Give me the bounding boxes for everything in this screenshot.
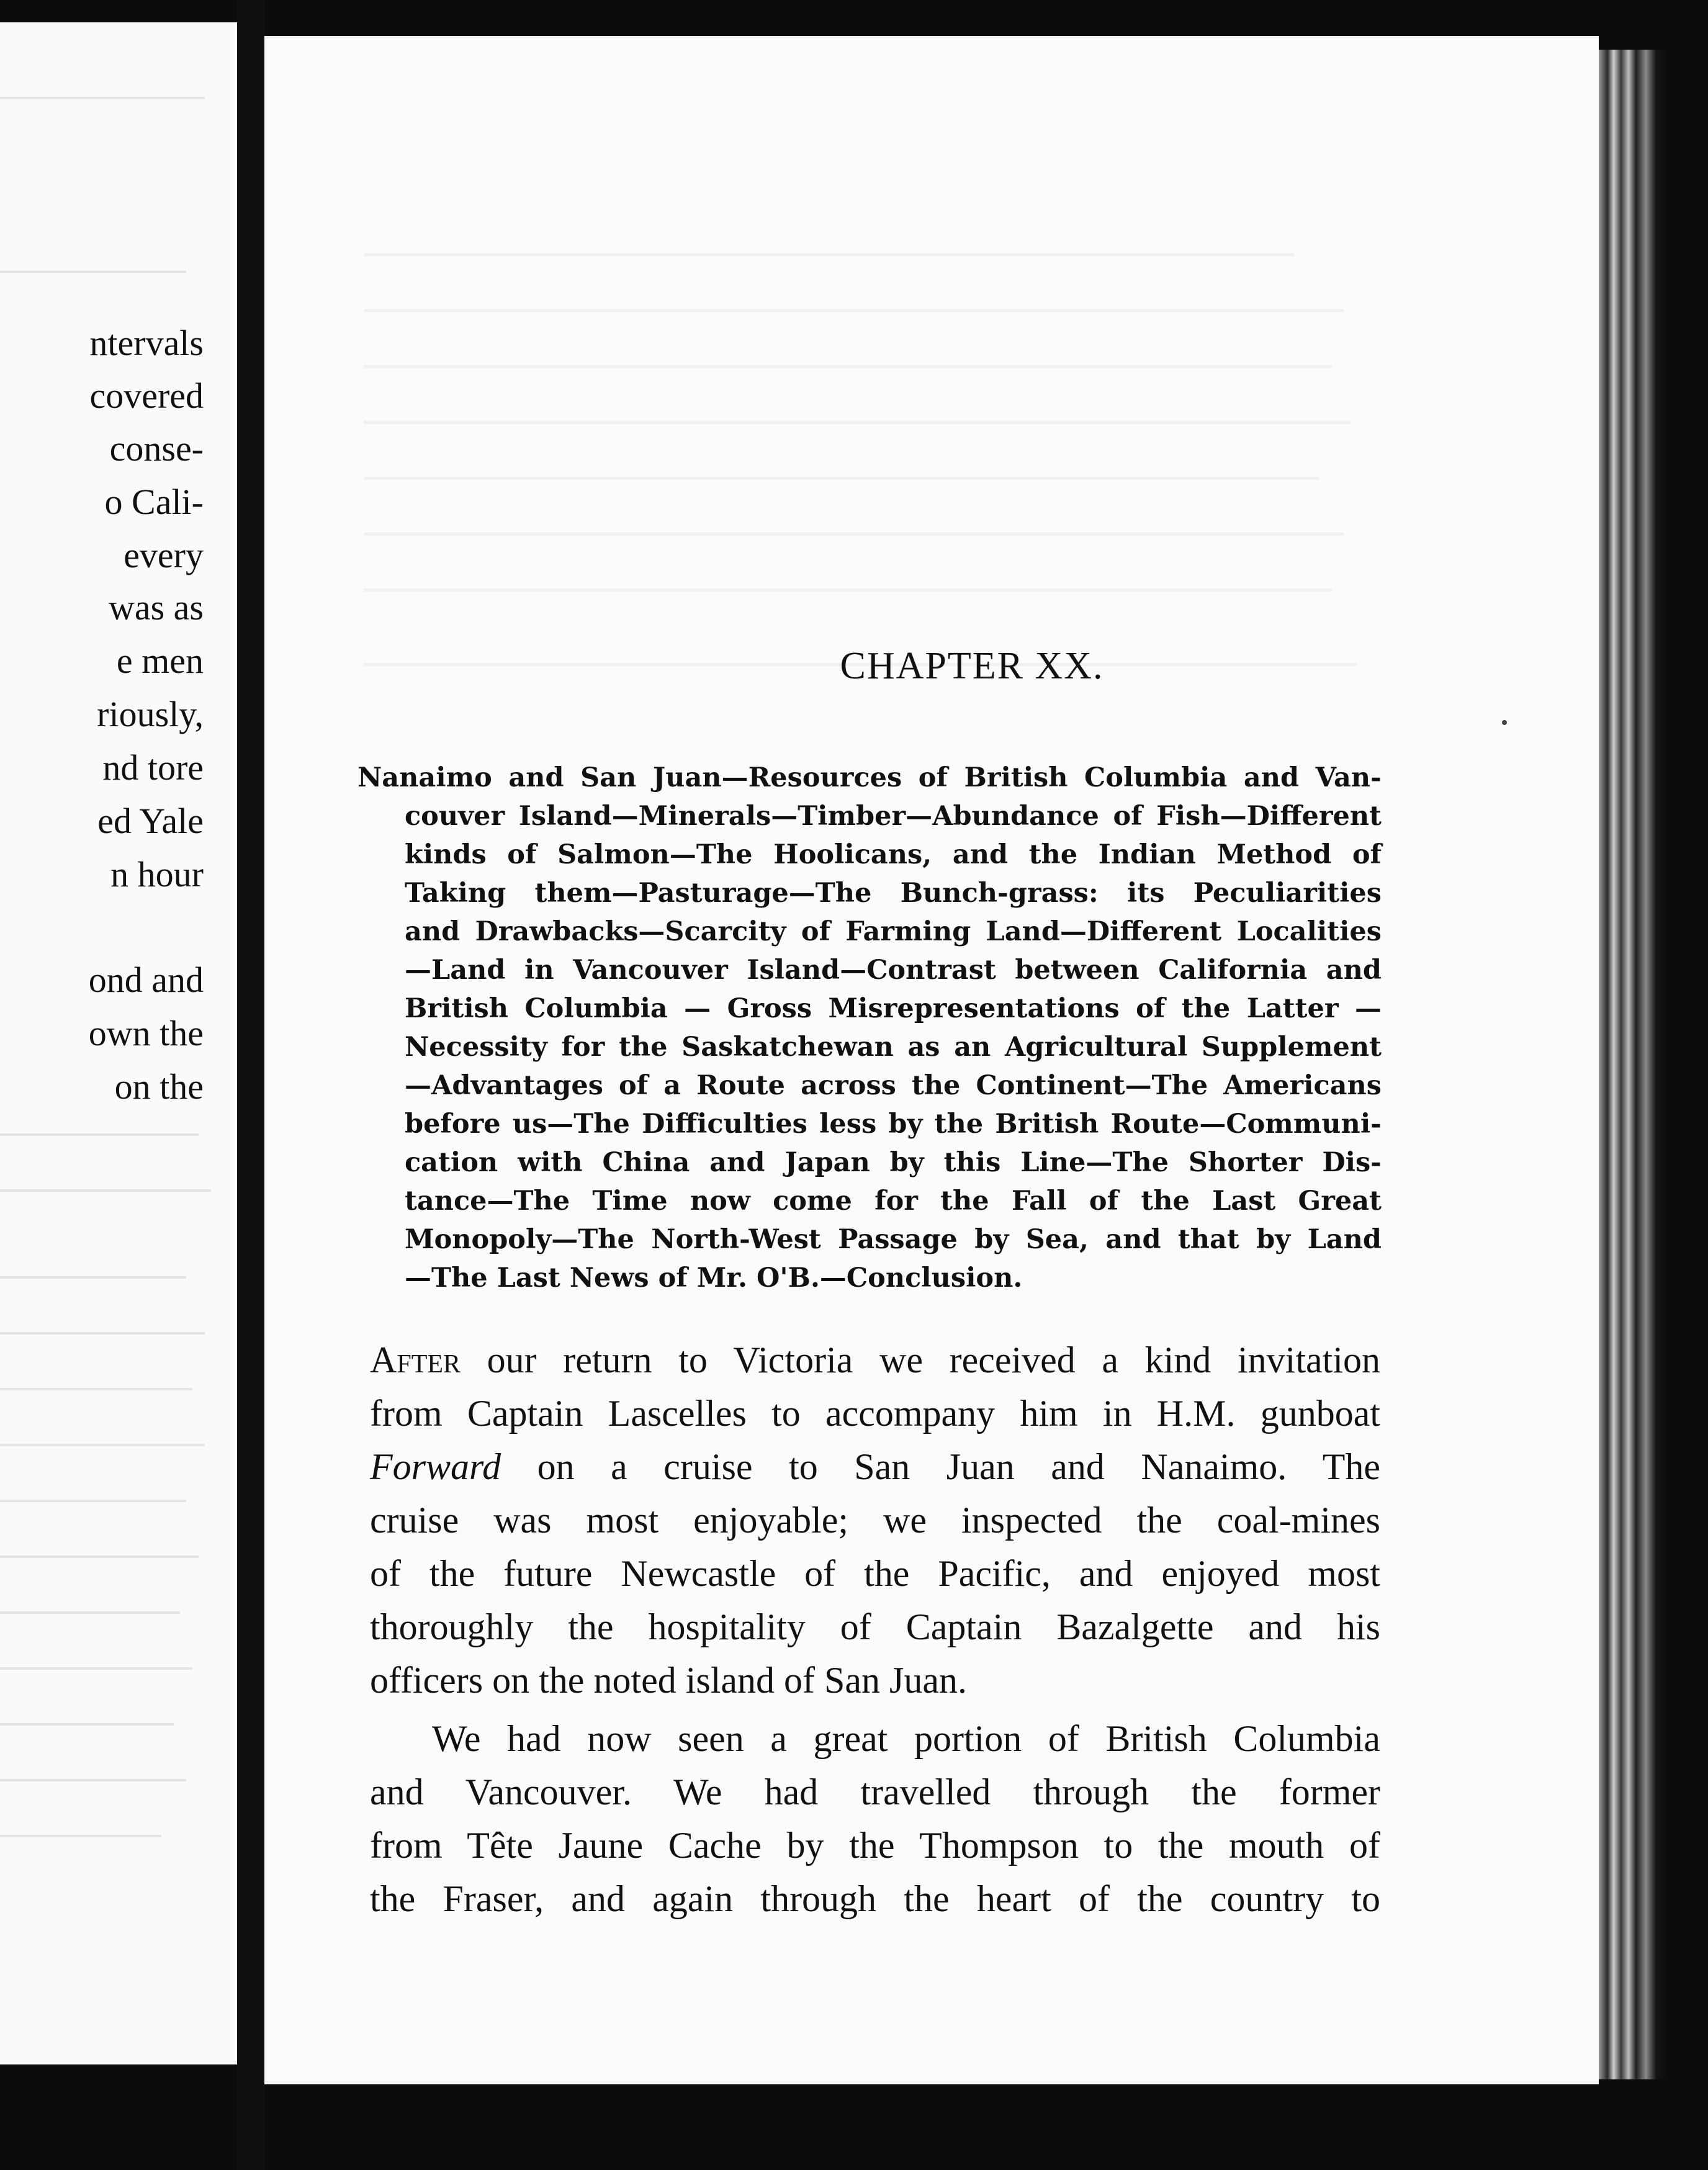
summary-line: Taking them—Pasturage—The Bunch-grass: its Peculiarities bbox=[405, 878, 1382, 909]
faint-print-line bbox=[0, 1332, 205, 1335]
summary-line: cation with China and Japan by this Line—The Shorter Dis- bbox=[405, 1147, 1382, 1178]
summary-line: Necessity for the Saskatchewan as an Agricultural Supplement bbox=[405, 1032, 1382, 1063]
paragraph-line: the Fraser, and again through the heart of the country to bbox=[370, 1878, 1380, 1919]
summary-line: —The Last News of Mr. O'B.—Conclusion. bbox=[405, 1263, 1023, 1294]
faint-print-line bbox=[0, 1835, 161, 1837]
faint-print-line bbox=[0, 1388, 192, 1390]
summary-line: —Advantages of a Route across the Continent—The Americans bbox=[405, 1070, 1382, 1101]
scan-border bbox=[264, 2084, 1708, 2170]
left-page-line: o Cali- bbox=[104, 482, 204, 522]
ship-name: Forward bbox=[370, 1446, 501, 1487]
line-text: our return to Victoria we received a kind invitation bbox=[461, 1339, 1380, 1380]
show-through-line bbox=[364, 533, 1344, 536]
show-through-line bbox=[364, 477, 1319, 480]
chapter-title: CHAPTER XX. bbox=[840, 645, 1104, 687]
faint-print-line bbox=[0, 271, 186, 273]
summary-line: tance—The Time now come for the Fall of the Last Great bbox=[405, 1186, 1382, 1217]
summary-line: couver Island—Minerals—Timber—Abundance of Fish—Different bbox=[405, 801, 1382, 832]
summary-line: British Columbia — Gross Misrepresentations of the Latter — bbox=[405, 993, 1382, 1024]
book-gutter bbox=[237, 0, 264, 2170]
faint-print-line bbox=[0, 1444, 205, 1446]
paragraph-line: We had now seen a great portion of British Columbia bbox=[432, 1718, 1380, 1759]
summary-line: before us—The Difficulties less by the British Route—Communi- bbox=[405, 1109, 1382, 1140]
paragraph-gap bbox=[370, 1707, 1380, 1712]
left-page-line: ond and bbox=[88, 960, 204, 1000]
paragraph-line: of the future Newcastle of the Pacific, and enjoyed most bbox=[370, 1553, 1380, 1594]
faint-print-line bbox=[0, 1779, 186, 1781]
show-through-line bbox=[364, 309, 1344, 312]
faint-print-line bbox=[0, 1500, 186, 1502]
paragraph-line: from Tête Jaune Cache by the Thompson to the mouth of bbox=[370, 1825, 1380, 1866]
left-facing-page bbox=[0, 22, 237, 2064]
opening-word: After bbox=[370, 1339, 461, 1380]
show-through-line bbox=[364, 421, 1351, 424]
summary-line: kinds of Salmon—The Hoolicans, and the Indian Method of bbox=[405, 839, 1382, 870]
faint-print-line bbox=[0, 1667, 192, 1670]
chapter-summary bbox=[357, 759, 1382, 1297]
show-through-line bbox=[364, 253, 1295, 256]
paragraph-line: thoroughly the hospitality of Captain Bazalgette and his bbox=[370, 1606, 1380, 1647]
left-page-line: nd tore bbox=[102, 747, 204, 788]
faint-print-line bbox=[0, 1723, 174, 1726]
show-through-line bbox=[364, 588, 1332, 592]
paragraph-line: officers on the noted island of San Juan. bbox=[370, 1660, 968, 1701]
paragraph-line: and Vancouver. We had travelled through the former bbox=[370, 1772, 1380, 1812]
faint-print-line bbox=[0, 1133, 199, 1136]
left-page-line: e men bbox=[116, 641, 204, 681]
paragraph-line bbox=[370, 1440, 1380, 1493]
summary-line: —Land in Vancouver Island—Contrast between California and bbox=[405, 955, 1382, 986]
faint-print-line bbox=[0, 97, 205, 99]
body-text bbox=[370, 1333, 1380, 1925]
left-page-line: ed Yale bbox=[97, 801, 204, 841]
page-stack-edge bbox=[1599, 50, 1667, 2079]
show-through-line bbox=[364, 365, 1332, 368]
summary-line: Nanaimo and San Juan—Resources of British Columbia and Van- bbox=[357, 762, 1382, 793]
ink-speck bbox=[1502, 720, 1507, 725]
left-page-line: own the bbox=[88, 1013, 204, 1053]
left-page-line: was as bbox=[108, 587, 204, 628]
left-page-line: riously, bbox=[97, 694, 204, 734]
paragraph-line bbox=[370, 1333, 1380, 1387]
summary-line: Monopoly—The North-West Passage by Sea, and that by Land bbox=[405, 1224, 1382, 1255]
faint-print-line bbox=[0, 1555, 199, 1558]
faint-print-line bbox=[0, 1611, 180, 1614]
book-page bbox=[264, 36, 1599, 2084]
left-page-line: conse- bbox=[109, 428, 204, 469]
paragraph-line: from Captain Lascelles to accompany him in H.M. gunboat bbox=[370, 1393, 1380, 1434]
left-page-line: ntervals bbox=[89, 323, 204, 363]
left-page-line: covered bbox=[89, 376, 204, 416]
faint-print-line bbox=[0, 1276, 186, 1279]
left-page-line: every bbox=[124, 535, 204, 575]
summary-line: and Drawbacks—Scarcity of Farming Land—Different Localities bbox=[405, 916, 1382, 947]
paragraph-line: cruise was most enjoyable; we inspected the coal-mines bbox=[370, 1500, 1380, 1541]
faint-print-line bbox=[0, 1189, 211, 1192]
line-text: on a cruise to San Juan and Nanaimo. The bbox=[501, 1446, 1380, 1487]
left-page-line: on the bbox=[114, 1066, 204, 1107]
left-page-line: n hour bbox=[110, 854, 204, 894]
